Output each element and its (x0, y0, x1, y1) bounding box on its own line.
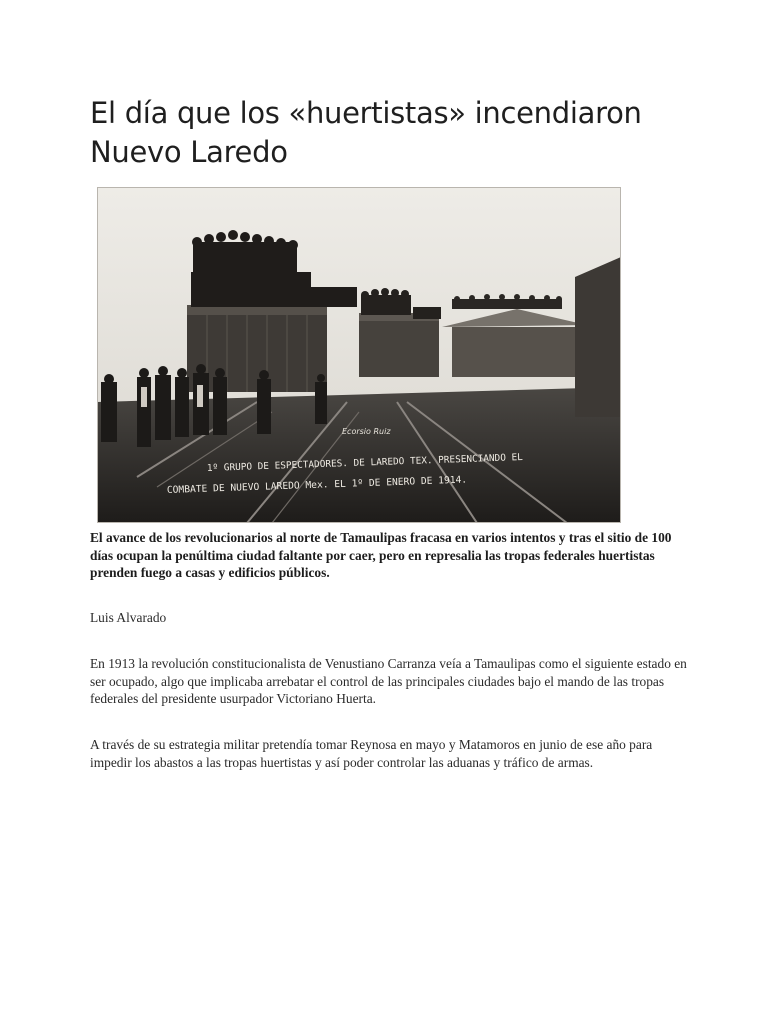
article-author: Luis Alvarado (90, 610, 167, 625)
photo-caption-line2: COMBATE DE NUEVO LAREDO Mex. EL 1º DE ENERO DE 1914. (166, 474, 468, 496)
article-title: El día que los «huertistas» incendiaron Nuevo Laredo (90, 96, 642, 169)
photo-caption-line1: 1º GRUPO DE ESPECTADORES. DE LAREDO TEX. PRESENCIANDO EL (206, 451, 523, 474)
photo-signature: Ecorsio Ruiz (342, 427, 391, 436)
historical-photo (97, 187, 621, 523)
article-paragraph: En 1913 la revolución constitucionalista de Venustiano Carranza veía a Tamaulipas como el siguiente estado en ser ocupado, algo que implicaba arrebatar el control de las principales ciudades bajo el mando de las tropas federales del presidente usurpador Victoriano Huerta. (90, 656, 687, 707)
article-paragraph: A través de su estrategia militar pretendía tomar Reynosa en mayo y Matamoros en junio de ese año para impedir los abastos a las tropas huertistas y así poder controlar las aduanas y tráfico de armas. (90, 737, 653, 770)
article-lead: El avance de los revolucionarios al norte de Tamaulipas fracasa en varios intentos y tras el sitio de 100 días ocupan la penúltima ciudad faltante por caer, pero en represalia las tropas federales huertistas prenden fuego a casas y edificios públicos. (90, 530, 672, 581)
